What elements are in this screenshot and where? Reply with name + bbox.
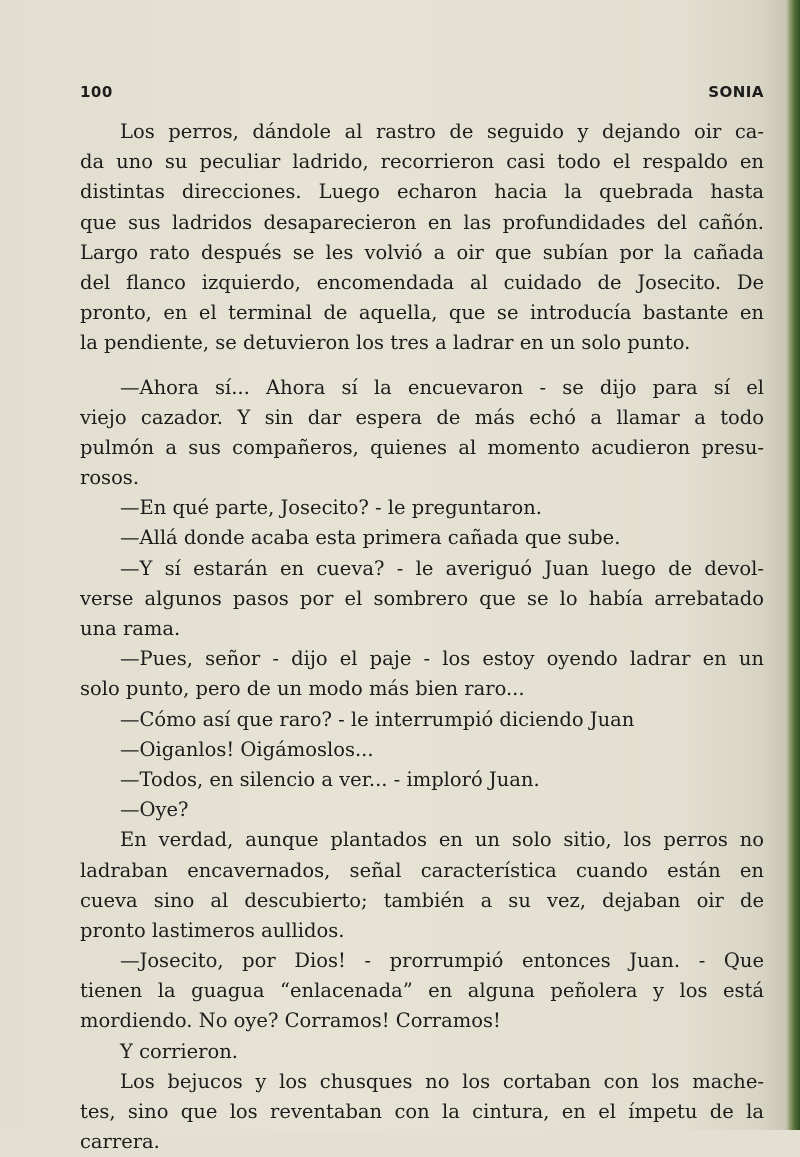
text-line: —Ahora sí... Ahora sí la encuevaron - se dijo para sí el [120,375,764,399]
text-line: distintas direcciones. Luego echaron hacia la quebrada hasta [80,180,764,204]
text-line: cueva sino al descubierto; también a su vez, dejaban oir de [80,888,764,912]
text-line: carrera. [80,1130,160,1154]
text-line: —En qué parte, Josecito? - le preguntaron. [120,496,542,520]
text-line: —Oiganlos! Oigámoslos... [120,737,374,761]
text-line: viejo cazador. Y sin dar espera de más echó a llamar a todo [80,405,764,429]
running-title: SONIA [708,83,764,101]
text-line: solo punto, pero de un modo más bien raro... [80,677,525,701]
text-line: rosos. [80,466,140,490]
text-line: tienen la guagua “enlacenada” en alguna peñolera y los está [80,979,764,1003]
page-number: 100 [80,83,113,101]
text-line: —Y sí estarán en cueva? - le averiguó Juan luego de devol- [120,556,764,580]
page-header [80,83,764,105]
text-line: verse algunos pasos por el sombrero que se lo había arrebatado [80,586,764,610]
page-edge [786,0,800,1130]
text-line: ladraban encavernados, señal característica cuando están en [80,858,764,882]
text-line: que sus ladridos desaparecieron en las profundidades del cañón. [80,210,764,234]
text-line: la pendiente, se detuvieron los tres a ladrar en un solo punto. [80,331,691,355]
text-line: pronto, en el terminal de aquella, que se introducía bastante en [80,301,764,325]
body-text [80,117,764,1157]
text-line: mordiendo. No oye? Corramos! Corramos! [80,1009,501,1033]
text-line: Los bejucos y los chusques no los cortaban con los mache- [120,1069,764,1093]
text-line: —Todos, en silencio a ver... - imploró Juan. [120,767,540,791]
text-line: pronto lastimeros aullidos. [80,918,345,942]
text-line: una rama. [80,617,181,640]
text-line: —Josecito, por Dios! - prorrumpió entonces Juan. - Que [120,949,764,973]
text-line: Y corrieron. [120,1039,238,1063]
text-line: —Cómo así que raro? - le interrumpió diciendo Juan [120,707,635,731]
text-line: pulmón a sus compañeros, quienes al momento acudieron presu- [80,435,764,459]
text-line: —Allá donde acaba esta primera cañada que sube. [120,526,621,550]
text-line: da uno su peculiar ladrido, recorrieron casi todo el respaldo en [80,150,764,174]
text-line: tes, sino que los reventaban con la cintura, en el ímpetu de la [80,1100,764,1123]
text-line: —Oye? [120,798,189,822]
text-line: —Pues, señor - dijo el paje - los estoy oyendo ladrar en un [120,647,764,671]
text-line: del flanco izquierdo, encomendada al cuidado de Josecito. De [80,270,764,294]
text-line: En verdad, aunque plantados en un solo sitio, los perros no [120,828,764,852]
text-line: Los perros, dándole al rastro de seguido y dejando oir ca- [120,120,764,143]
text-line: Largo rato después se les volvió a oir que subían por la cañada [80,240,764,264]
